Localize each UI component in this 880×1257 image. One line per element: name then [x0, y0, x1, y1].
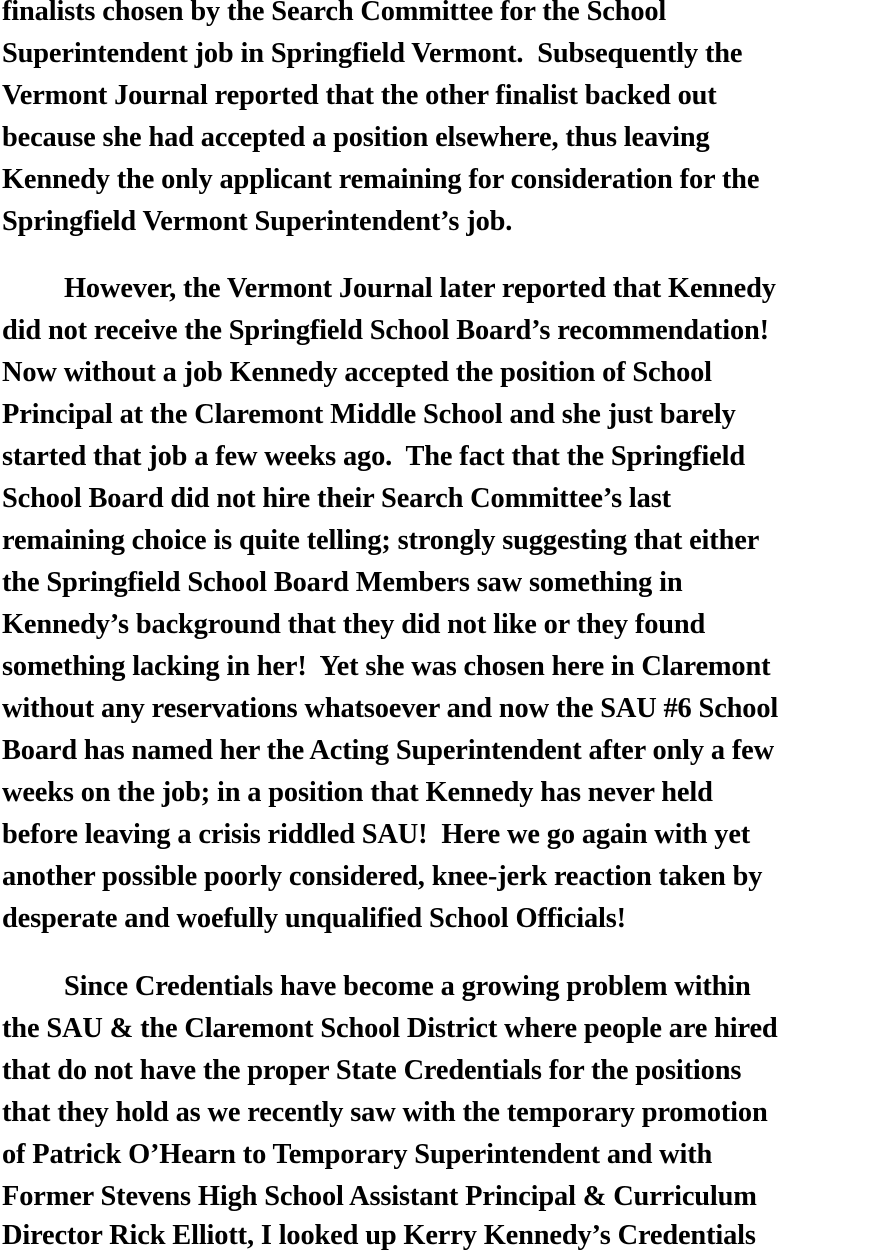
- text-line: Kennedy the only applicant remaining for consideration for the: [2, 164, 760, 195]
- text-line: Vermont Journal reported that the other finalist backed out: [2, 80, 717, 111]
- text-line: Former Stevens High School Assistant Principal & Curriculum: [2, 1181, 757, 1212]
- text-line: started that job a few weeks ago. The fact that the Springfield: [2, 441, 745, 472]
- text-line: finalists chosen by the Search Committee for the School: [2, 0, 667, 27]
- text-line: something lacking in her! Yet she was chosen here in Claremont: [2, 651, 771, 682]
- text-line: remaining choice is quite telling; strongly suggesting that either: [2, 525, 760, 556]
- text-line: However, the Vermont Journal later reported that Kennedy: [64, 273, 776, 304]
- text-line: Superintendent job in Springfield Vermont. Subsequently the: [2, 38, 743, 69]
- text-line: the SAU & the Claremont School District where people are hired: [2, 1013, 778, 1044]
- text-line: Since Credentials have become a growing problem within: [64, 971, 751, 1002]
- text-line: before leaving a crisis riddled SAU! Here we go again with yet: [2, 819, 751, 850]
- text-line: that they hold as we recently saw with the temporary promotion: [2, 1097, 768, 1128]
- text-line: Board has named her the Acting Superintendent after only a few: [2, 735, 774, 766]
- text-line: Director Rick Elliott, I looked up Kerry Kennedy’s Credentials: [2, 1220, 756, 1251]
- text-line: without any reservations whatsoever and now the SAU #6 School: [2, 693, 779, 724]
- text-line: Kennedy’s background that they did not like or they found: [2, 609, 706, 640]
- text-line: because she had accepted a position elsewhere, thus leaving: [2, 122, 710, 153]
- text-line: desperate and woefully unqualified School Officials!: [2, 903, 626, 934]
- text-line: the Springfield School Board Members saw something in: [2, 567, 683, 598]
- text-line: Springfield Vermont Superintendent’s job.: [2, 206, 513, 237]
- text-line: Principal at the Claremont Middle School and she just barely: [2, 399, 736, 430]
- text-line: did not receive the Springfield School Board’s recommendation!: [2, 315, 769, 346]
- text-line: another possible poorly considered, knee-jerk reaction taken by: [2, 861, 763, 892]
- text-line: of Patrick O’Hearn to Temporary Superintendent and with: [2, 1139, 713, 1170]
- text-line: that do not have the proper State Credentials for the positions: [2, 1055, 742, 1086]
- text-line: School Board did not hire their Search Committee’s last: [2, 483, 671, 514]
- text-line: weeks on the job; in a position that Kennedy has never held: [2, 777, 713, 808]
- text-line: Now without a job Kennedy accepted the position of School: [2, 357, 712, 388]
